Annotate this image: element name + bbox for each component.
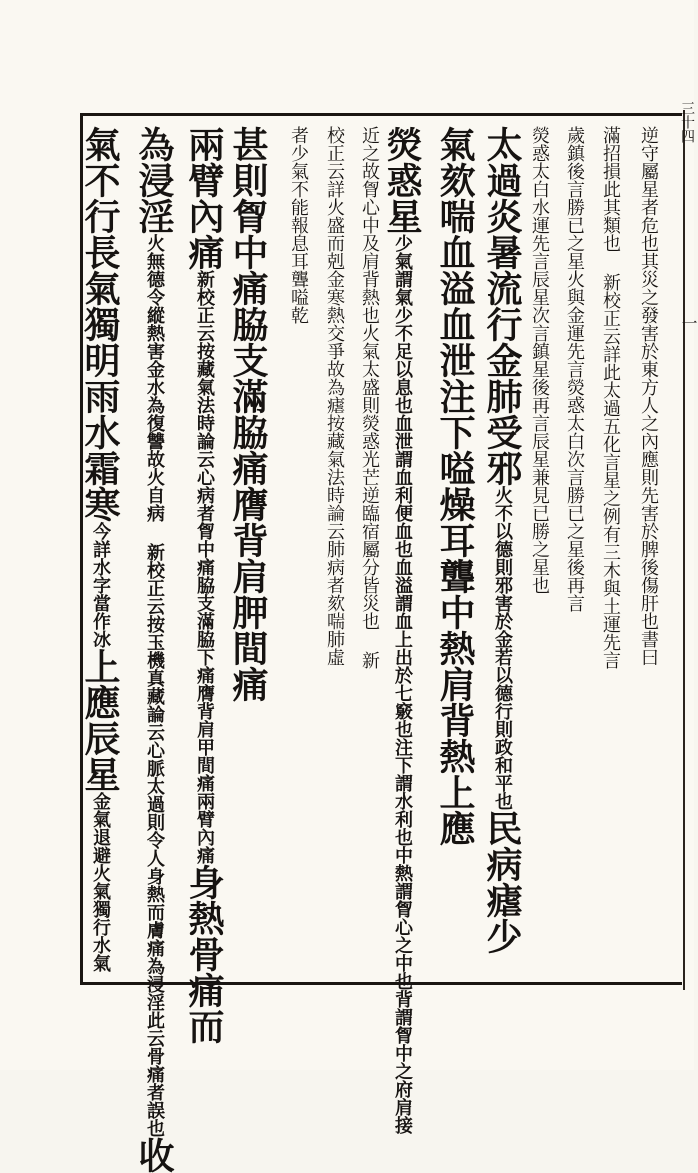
main-text-segment: 身熱骨痛而 [183,864,225,1044]
column-text: 氣欬喘血溢血泄注下嗌燥耳聾中熱肩背熱上應 [434,126,476,846]
page-fold-edge [679,100,698,1000]
text-column-3 [549,126,585,982]
annotation-segment: 火不以德則邪害於金若以德行則政和平也 [492,486,513,810]
text-column-2 [585,126,621,982]
main-text-segment: 熒惑星 [381,126,423,234]
text-column-9 [309,126,345,982]
annotation-segment: 今詳水字當作冰 [90,522,111,648]
main-text-segment: 兩臂內痛 [183,126,225,270]
annotation-segment: 少氣謂氣少不足以息也血泄謂血利便血也血溢謂血上出於七竅也注下謂水利也中熱謂胷心之中也背謂胷中之府肩接 [392,234,413,1134]
annotation-segment: 新校正云按藏氣法時論云心病者胷中痛脇支滿脇下痛膺背肩甲間痛兩臂內痛 [194,270,215,864]
column-text: 近之故胷心中及肩背熱也火氣太盛則熒惑光芒逆臨宿屬分皆災也 新 [359,126,380,669]
column-text: 者少氣不能報息耳聾嗌乾 [288,126,309,324]
main-text-segment: 上應辰星 [79,648,121,792]
main-text-segment: 為浸淫 [133,126,175,234]
text-column-1 [621,126,659,982]
main-text-segment: 收 [133,1137,175,1173]
text-column-14 [64,126,120,982]
column-text: 逆守屬星者危也其災之發害於東方人之內應則先害於脾後傷肝也書曰 [638,126,659,666]
fold-mark-bottom: 三十四 [679,101,695,143]
column-text: 校正云詳火盛而剋金寒熱交爭故為瘧按藏氣法時論云肺病者欬喘肺虛 [324,126,345,666]
text-column-6 [429,126,475,982]
annotation-segment: 金氣退避火氣獨行水氣 [90,792,111,972]
main-text-segment: 太過炎暑流行金肺受邪 [481,126,523,486]
column-text: 熒惑太白水運先言辰星次言鎮星後再言辰星兼見已勝之星也 [529,126,550,594]
main-text-segment: 民病瘧少 [481,810,523,954]
text-column-5 [478,126,522,982]
main-text-segment: 氣不行長氣獨明雨水霜寒 [79,126,121,522]
annotation-segment: 火無德令縱熱害金水為復讐故火自病 新校正云按玉機真藏論云心脈太過則令人身熱而膚痛為浸淫此云骨痛者誤也 [144,234,165,1137]
text-column-8 [344,126,380,982]
text-column-7 [374,126,423,1134]
text-column-11 [224,126,268,982]
text-column-10 [275,126,309,982]
text-column-12 [180,126,225,1044]
fold-line [683,110,685,990]
text-column-13 [126,126,175,1173]
column-text: 歲鎮後言勝已之星火與金運先言熒惑太白次言勝已之星後再言 [564,126,585,612]
column-text: 滿招損此其類也 新校正云詳此太過五化言星之例有三木與土運先言 [600,126,621,669]
fold-mark-top: 一 [679,315,698,331]
column-text: 甚則胷中痛脇支滿脇痛膺背肩胛間痛 [227,126,269,702]
